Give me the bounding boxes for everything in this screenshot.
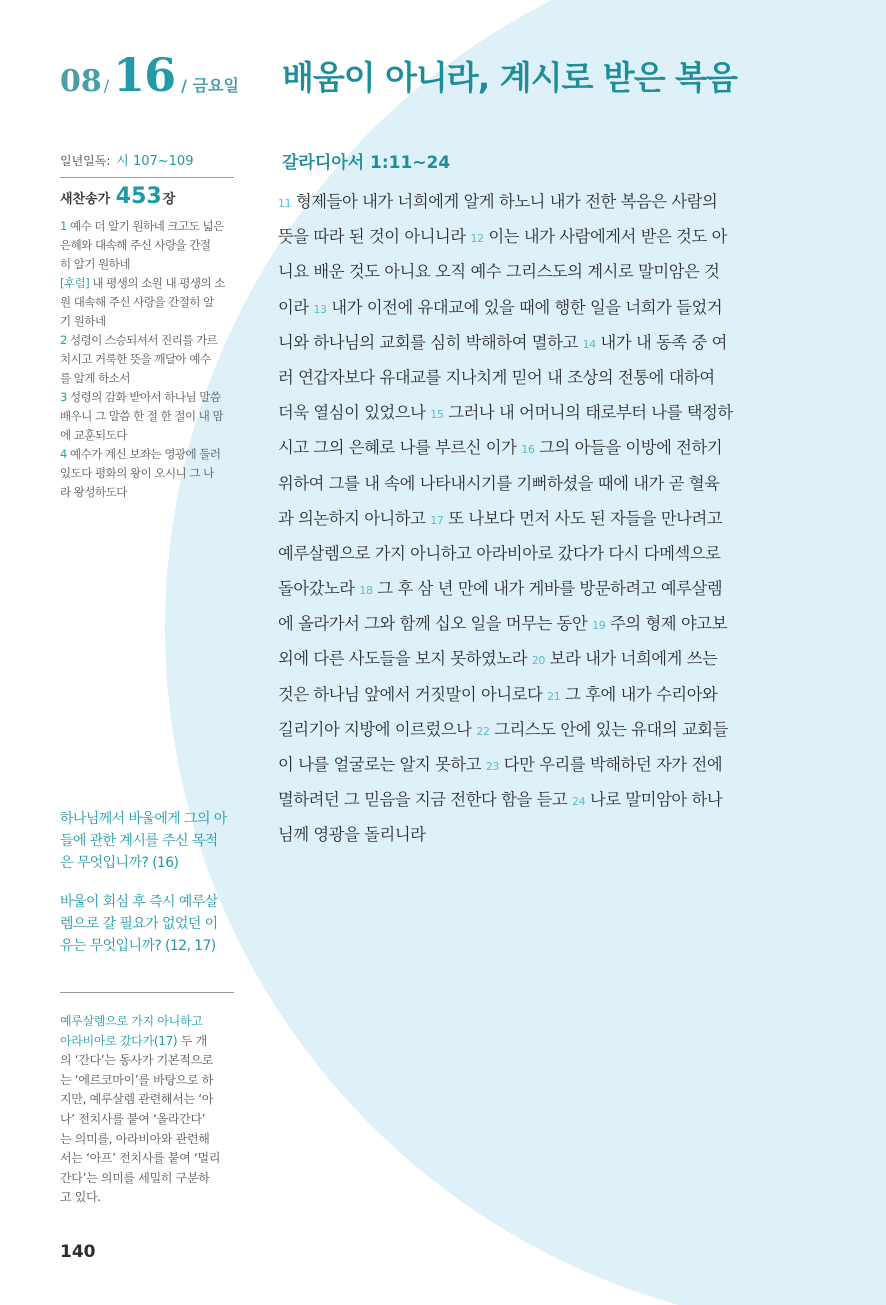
passage-line [278, 817, 794, 852]
note-line [60, 1032, 238, 1052]
lyric-text: 성령이 스승되셔서 진리를 가르 [69, 333, 218, 347]
verse-number: 23 [485, 760, 500, 773]
verse-text: 이 나를 얼굴로는 알지 못하고 [278, 755, 486, 774]
verse-text: 그 후 삼 년 만에 내가 게바를 방문하려고 예루살렘 [372, 579, 723, 599]
lyric-line [60, 312, 234, 331]
scripture-passage [278, 184, 794, 853]
lyric-text: 예수 더 알기 원하네 크고도 넓은 [69, 219, 224, 233]
verse-text: 그 후에 내가 수리아와 [560, 684, 718, 704]
lyric-line [60, 483, 234, 502]
note-line: 나’ 전치사를 붙여 ‘올라간다’ [60, 1111, 206, 1126]
note-line: 서는 ‘아프’ 전치사를 붙여 ‘멀리 [60, 1151, 221, 1166]
lyric-text: 치시고 거룩한 뜻을 깨달아 예수 [60, 352, 211, 366]
hymn-suffix: 장 [162, 192, 176, 207]
verse-number: 22 [476, 724, 490, 738]
verse-text: 그의 아들을 이방에 전하기 [534, 438, 723, 458]
passage-line [278, 747, 794, 782]
note-text: 두 개 [177, 1033, 207, 1048]
verse-text: 니와 하나님의 교회를 심히 박해하여 멸하고 [278, 332, 583, 352]
verse-text: 시고 그의 은혜로 나를 부르신 이가 [278, 438, 522, 458]
lyric-line [60, 293, 234, 312]
page-title: 배움이 아니라, 계시로 받은 복음 [282, 58, 737, 97]
lyric-verse-number: 1 [60, 219, 67, 233]
verse-number: 19 [592, 619, 606, 633]
note-line: 지만, 예루살렘 관련해서는 ‘아 [60, 1092, 214, 1107]
verse-number: 14 [582, 337, 596, 351]
question-line: 유는 무엇입니까? (12, 17) [60, 938, 216, 954]
note-line [60, 1012, 238, 1032]
verse-text: 것은 하나님 앞에서 거짓말이 아니로다 [278, 684, 548, 704]
lyric-text: 에 교훈되도다 [60, 428, 127, 442]
reflection-questions [60, 808, 236, 974]
lyric-line [60, 445, 234, 464]
verse-text: 내가 내 동족 중 여 [595, 332, 727, 352]
verse-text: 보라 내가 너희에게 쓰는 [545, 649, 718, 669]
note-line: 는 의미를, 아라비아와 관련해 [60, 1131, 210, 1146]
passage-line [278, 466, 794, 501]
passage-line [278, 677, 794, 712]
verse-number: 17 [430, 513, 444, 527]
passage-line [278, 395, 794, 430]
verse-number: 18 [359, 584, 373, 598]
verse-text: 에 올라가서 그와 함께 십오 일을 머무는 동안 [278, 614, 593, 634]
lyric-line [60, 255, 234, 274]
date-day: 16 [113, 48, 176, 102]
lyric-verse-number: 3 [60, 390, 67, 404]
refrain-label: [후렴] [60, 276, 90, 290]
page-number: 140 [60, 1242, 96, 1262]
verse-text: 뜻을 따라 된 것이 아니니라 [278, 227, 471, 247]
passage-line [278, 712, 794, 747]
lyric-text: 은혜와 대속해 주신 사랑을 간절 [60, 238, 211, 252]
verse-text: 더욱 열심이 있었으나 [278, 403, 431, 423]
sidebar [60, 150, 234, 502]
verse-number: 12 [470, 232, 484, 246]
verse-text: 그러나 내 어머니의 태로부터 나를 택정하 [443, 403, 733, 423]
lyric-text: 라 왕성하도다 [60, 485, 127, 499]
verse-text: 예루살렘으로 가지 아니하고 아라비아로 갔다가 다시 다메섹으로 [278, 543, 721, 563]
reflection-question [60, 808, 236, 874]
hymn-prefix: 새찬송가 [60, 192, 111, 207]
note-line: 는 ‘에르코마이’를 바탕으로 하 [60, 1072, 214, 1087]
lyric-text: 내 평생의 소원 내 평생의 소 [92, 276, 225, 290]
annual-reading [60, 150, 234, 169]
verse-number: 24 [572, 795, 586, 809]
lyric-line [60, 236, 234, 255]
lyric-line [60, 388, 234, 407]
lyric-text: 기 원하네 [60, 314, 106, 328]
passage-line [278, 501, 794, 536]
lyric-text: 있도다 평화의 왕이 오시니 그 나 [60, 466, 214, 480]
passage-line [278, 325, 794, 360]
verse-number: 16 [521, 443, 535, 457]
passage-line [278, 641, 794, 676]
lyric-text: 성령의 감화 받아서 하나님 말씀 [69, 390, 221, 404]
lyric-text: 를 알게 하소서 [60, 371, 130, 385]
passage-reference: 갈라디아서 1:11~24 [282, 153, 451, 173]
hymn-number: 453 [115, 184, 162, 209]
lyric-line [60, 331, 234, 350]
passage-line [278, 430, 794, 465]
verse-text: 나로 말미암아 하나 [585, 790, 723, 810]
date-header [60, 48, 243, 102]
verse-text: 과 의논하지 아니하고 [278, 508, 431, 528]
verse-text: 니요 배운 것도 아니요 오직 예수 그리스도의 계시로 말미암은 것 [278, 262, 720, 282]
passage-line [278, 184, 794, 219]
passage-line [278, 536, 794, 571]
question-line: 은 무엇입니까? (16) [60, 855, 179, 871]
sidebar-divider [60, 177, 234, 178]
question-line: 바울이 회심 후 즉시 예루살 [60, 894, 218, 910]
lyric-line [60, 369, 234, 388]
lyric-text: 히 알기 원하네 [60, 257, 130, 271]
verse-text: 주의 형제 야고보 [605, 614, 727, 634]
passage-line [278, 219, 794, 254]
passage-line [278, 254, 794, 289]
verse-text: 외에 다른 사도들을 보지 못하였노라 [278, 649, 532, 669]
annual-reading-reference: 시 107~109 [116, 154, 194, 169]
verse-text: 또 나보다 먼저 사도 된 자들을 만나려고 [443, 508, 723, 528]
question-line: 렘으로 갈 필요가 없었던 이 [60, 916, 218, 932]
lyric-verse-number: 4 [60, 447, 67, 461]
reflection-question [60, 891, 236, 957]
lyric-text: 예수가 계신 보좌는 영광에 둘러 [69, 447, 221, 461]
verse-text: 님께 영광을 돌리니라 [278, 825, 426, 845]
hymn-lyrics [60, 217, 234, 502]
verse-text: 길리기아 지방에 이르렀으나 [278, 719, 477, 739]
verse-number: 11 [278, 197, 292, 210]
verse-number: 21 [547, 689, 561, 703]
passage-line [278, 782, 794, 817]
date-separator: / [103, 76, 110, 95]
verse-text: 이라 [278, 297, 314, 317]
verse-text: 내가 이전에 유대교에 있을 때에 행한 일을 너희가 들었거 [326, 297, 723, 317]
verse-number: 13 [313, 302, 327, 316]
passage-line [278, 606, 794, 641]
lyric-line [60, 407, 234, 426]
lyric-line [60, 426, 234, 445]
lyric-line [60, 350, 234, 369]
lyric-line [60, 274, 234, 293]
verse-text: 다만 우리를 박해하던 자가 전에 [499, 755, 723, 774]
verse-text: 이는 내가 사람에게서 받은 것도 아 [483, 227, 727, 247]
verse-text: 돌아갔노라 [278, 579, 360, 599]
passage-line [278, 360, 794, 395]
date-weekday: / 금요일 [181, 76, 239, 95]
note-line: 고 있다. [60, 1190, 101, 1205]
commentary-note [60, 1012, 238, 1208]
verse-number: 15 [430, 408, 444, 422]
note-highlight: 아라비아로 갔다가(17) [60, 1033, 178, 1048]
verse-number: 20 [531, 654, 545, 668]
hymn-heading [60, 184, 234, 209]
annual-reading-label: 일년일독: [60, 154, 111, 168]
note-line: 의 ‘간다’는 동사가 기본적으로 [60, 1053, 214, 1068]
lyric-line [60, 464, 234, 483]
verse-text: 그리스도 안에 있는 유대의 교회들 [489, 719, 728, 739]
lyric-text: 배우니 그 말씀 한 절 한 절이 내 맘 [60, 409, 224, 423]
lyric-text: 원 대속해 주신 사랑을 간절히 알 [60, 295, 214, 309]
verse-text: 형제들아 내가 너희에게 알게 하노니 내가 전한 복음은 사람의 [291, 192, 718, 211]
passage-line [278, 290, 794, 325]
question-line: 들에 관한 계시를 주신 목적 [60, 833, 218, 849]
verse-text: 멸하려던 그 믿음을 지금 전한다 함을 듣고 [278, 790, 573, 810]
verse-text: 위하여 그를 내 속에 나타내시기를 기뻐하셨을 때에 내가 곧 혈육 [278, 473, 720, 493]
note-line: 간다’는 의미를 세밀히 구분하 [60, 1170, 210, 1185]
note-divider [60, 992, 234, 993]
passage-line [278, 571, 794, 606]
lyric-line [60, 217, 234, 236]
note-highlight: 예루살렘으로 가지 아니하고 [60, 1014, 203, 1028]
lyric-verse-number: 2 [60, 333, 67, 347]
question-line: 하나님께서 바울에게 그의 아 [60, 811, 227, 827]
date-month: 08 [60, 64, 102, 99]
verse-text: 러 연갑자보다 유대교를 지나치게 믿어 내 조상의 전통에 대하여 [278, 367, 715, 387]
